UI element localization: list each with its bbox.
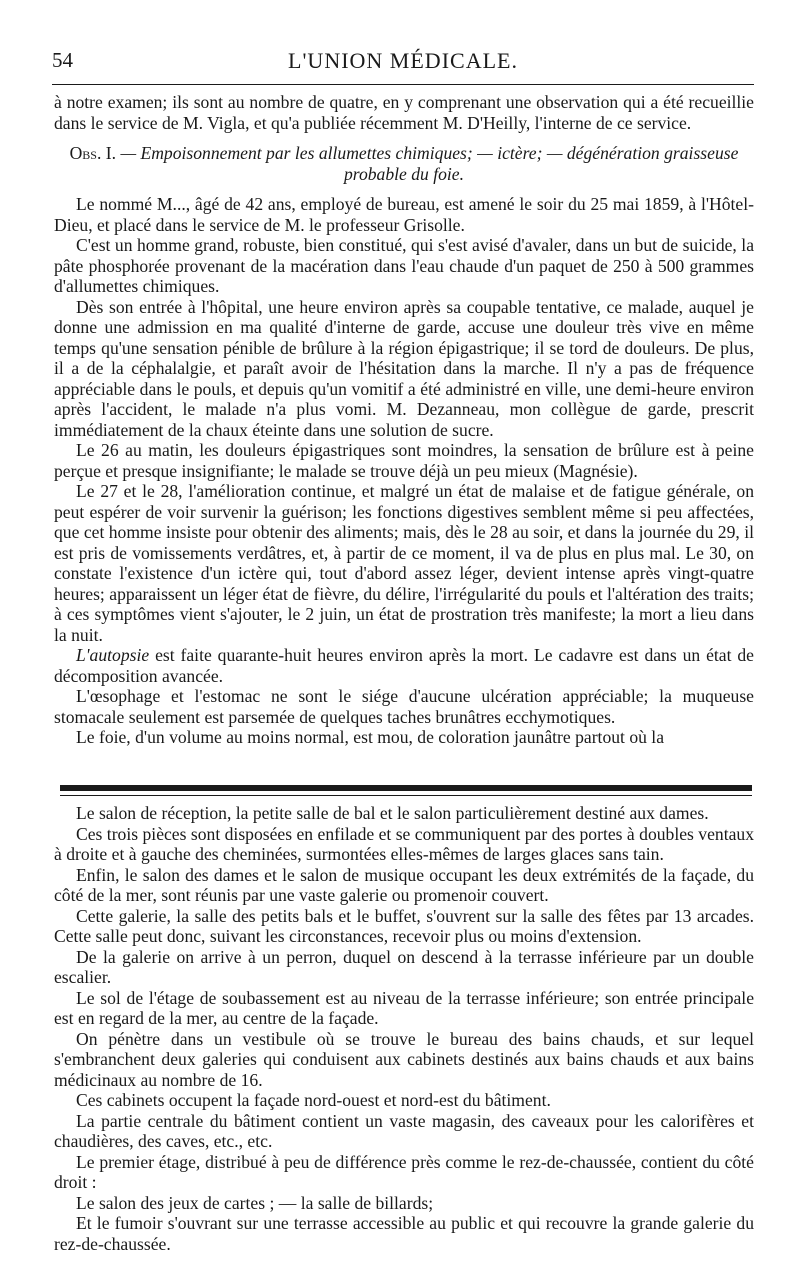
feuilleton-paragraph: De la galerie on arrive à un perron, duquel on descend à la terrasse inférieure par un double escalier. — [54, 946, 754, 987]
journal-title: L'UNION MÉDICALE. — [288, 48, 518, 73]
header-rule — [52, 84, 754, 85]
feuilleton-paragraph: Cette galerie, la salle des petits bals et le buffet, s'ouvrent sur la salle des fêtes par 13 arcades. Cette salle peut donc, suivant les circonstances, recevoir plus ou moins d'extension. — [54, 905, 754, 946]
feuilleton-paragraph: On pénètre dans un vestibule où se trouve le bureau des bains chauds, et sur lequel s'embranchent deux galeries qui conduisent aux cabinets destinés aux bains chauds et aux bains médicinaux au nombre de 16. — [54, 1028, 754, 1090]
article-paragraph: Le foie, d'un volume au moins normal, est mou, de coloration jaunâtre partout où la — [76, 727, 665, 747]
feuilleton-paragraph: Le sol de l'étage de soubassement est au niveau de la terrasse inférieure; son entrée principale est en regard de la mer, au centre de la façade. — [54, 987, 754, 1028]
feuilleton-separator-thin — [60, 795, 752, 796]
autopsy-term: L'autopsie — [76, 645, 150, 665]
autopsy-text: est faite quarante-huit heures environ après la mort. Le cadavre est dans un état de décomposition avancée. — [54, 645, 754, 686]
observation-title: — Empoisonnement par les allumettes chimiques; — ictère; — dégénération graisseuse probable du foie. — [120, 143, 739, 184]
article-paragraph: Le 27 et le 28, l'amélioration continue, et malgré un état de malaise et de fatigue générale, on peut espérer de voir survenir la guérison; les fonctions digestives semblent même si peu affectées, que cet homme insiste pour obtenir des aliments; mais, dès le 28 au soir, et dans la journée du 29, il est pris de vomissements verdâtres, et, à partir de ce moment, il va de plus en plus mal. Le 30, on constate l'existence d'un ictère qui, tout d'abord assez léger, devient intense après vingt-quatre heures; apparaissent un léger état de fièvre, du délire, l'irrégularité du pouls et l'altération des traits; à ces symptômes vient s'ajouter, le 2 juin, un état de prostration très manifeste; la mort a lieu dans la nuit. — [54, 481, 754, 645]
feuilleton-paragraph: Le salon des jeux de cartes ; — la salle de billards; — [76, 1192, 434, 1213]
feuilleton-paragraph: Ces cabinets occupent la façade nord-ouest et nord-est du bâtiment. — [76, 1090, 551, 1110]
feuilleton-paragraph: Ces trois pièces sont disposées en enfilade et se communiquent par des portes à doubles ventaux à droite et à gauche des cheminées, surmontées elles-mêmes de larges glaces sans tain. — [54, 823, 754, 864]
feuilleton-paragraph: Enfin, le salon des dames et le salon de musique occupant les deux extrémités de la façade, du côté de la mer, sont réunis par une vaste galerie ou promenoir couvert. — [54, 864, 754, 905]
observation-heading — [54, 143, 754, 184]
article-paragraph: Le 26 au matin, les douleurs épigastriques sont moindres, la sensation de brûlure est à peine perçue et presque insignifiante; le malade se trouve déjà un peu mieux (Magnésie). — [54, 440, 754, 481]
article-paragraph: Dès son entrée à l'hôpital, une heure environ après sa coupable tentative, ce malade, auquel je donne une admission en ma qualité d'interne de garde, accuse une douleur très vive en même temps qu'une sensation pénible de brûlure à la région épigastrique; il se tord de douleurs. De plus, il a de la céphalalgie, et paraît avoir de l'hésitation dans la marche. Il n'y a pas de fréquence appréciable dans le pouls, et depuis qu'un vomitif a été administré en ville, une demi-heure environ après l'accident, le malade n'a plus vomi. M. Dezanneau, mon collègue de garde, prescrit immédiatement de la chaux éteinte dans une solution de sucre. — [54, 296, 754, 440]
observation-label: Obs. I. — [69, 143, 117, 163]
feuilleton-separator — [60, 785, 752, 791]
feuilleton-paragraph: Le salon de réception, la petite salle de bal et le salon particulièrement destiné aux dames. — [76, 803, 709, 823]
article-paragraph: C'est un homme grand, robuste, bien constitué, qui s'est avisé d'avaler, dans un but de suicide, la pâte phosphorée provenant de la macération dans l'eau chaude d'un paquet de 250 à 500 grammes d'allumettes chimiques. — [54, 235, 754, 296]
page-number: 54 — [52, 48, 73, 72]
feuilleton-paragraph: Et le fumoir s'ouvrant sur une terrasse accessible au public et qui recouvre la grande galerie du rez-de-chaussée. — [54, 1213, 754, 1254]
article-paragraph: Le nommé M..., âgé de 42 ans, employé de bureau, est amené le soir du 25 mai 1859, à l'Hôtel-Dieu, et placé dans le service de M. le professeur Grisolle. — [54, 194, 754, 235]
feuilleton-column — [54, 803, 754, 1254]
feuilleton-paragraph: Le premier étage, distribué à peu de différence près comme le rez-de-chaussée, contient du côté droit : — [54, 1151, 754, 1192]
page-header — [52, 48, 754, 78]
feuilleton-paragraph: La partie centrale du bâtiment contient un vaste magasin, des caveaux pour les calorifères et chaudières, des caves, etc., etc. — [54, 1110, 754, 1151]
article-intro: à notre examen; ils sont au nombre de quatre, en y comprenant une observation qui a été recueillie dans le service de M. Vigla, et qu'a publiée récemment M. D'Heilly, l'interne de ce service. — [54, 92, 754, 133]
article-column — [54, 92, 754, 748]
article-paragraph: L'œsophage et l'estomac ne sont le siége d'aucune ulcération appréciable; la muqueuse stomacale seulement est parsemée de quelques taches brunâtres ecchymotiques. — [54, 686, 754, 727]
autopsy-paragraph — [54, 645, 754, 686]
